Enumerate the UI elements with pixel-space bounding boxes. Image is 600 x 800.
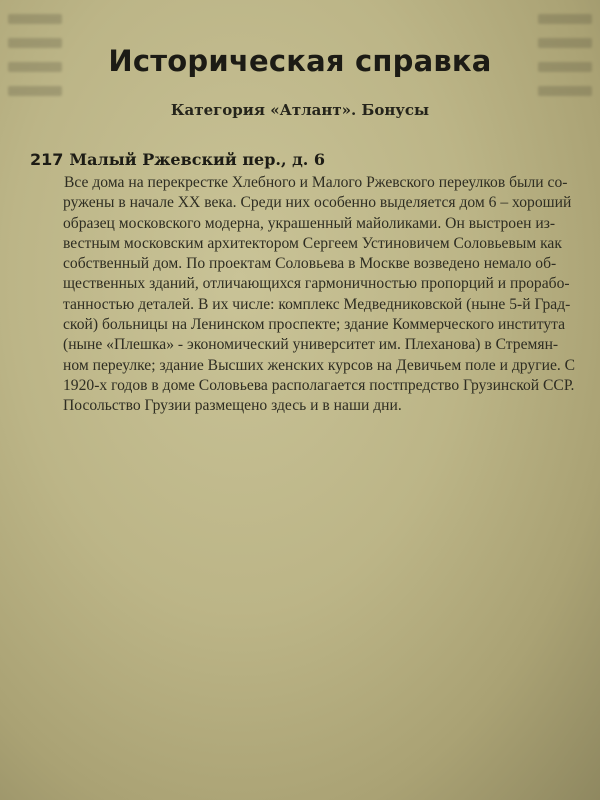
entry-body-line: Все дома на перекрестке Хлебного и Малого Ржевского переулков были со- (64, 174, 568, 191)
entry-body-line: ружены в начале XX века. Среди них особенно выделяется дом 6 – хороший (63, 194, 572, 212)
entry-body-line: танностью деталей. В их числе: комплекс Медведниковской (ныне 5-й Град- (63, 295, 571, 313)
entry-body-line: вестным московским архитектором Сергеем Устиновичем Соловьевым как (63, 234, 562, 252)
entry-body-line: образец московского модерна, украшенный майоликами. Он выстроен из- (63, 214, 556, 232)
entry-body-line: собственный дом. По проектам Соловьева в Москве возведено немало об- (63, 255, 557, 273)
page-title: Историческая справка (108, 44, 492, 78)
entry-body (63, 173, 578, 417)
entry-name: Малый Ржевский пер., д. 6 (69, 150, 326, 169)
entry-body-line: Посольство Грузии размещено здесь и в наши дни. (63, 397, 402, 415)
entry-number: 217 (30, 150, 64, 169)
entry-heading (30, 150, 578, 169)
page-subtitle: Категория «Атлант». Бонусы (170, 101, 430, 119)
entry (30, 150, 578, 417)
entry-body-line: 1920-х годов в доме Соловьева располагается постпредство Грузинской ССР. (63, 376, 575, 394)
entry-body-line: ном переулке; здание Высших женских курсов на Девичьем поле и другие. С (63, 356, 576, 374)
entry-body-line: ской) больницы на Ленинском проспекте; здание Коммерческого института (63, 316, 566, 334)
entry-body-line: (ныне «Плешка» - экономический университет им. Плеханова) в Стремян- (63, 336, 559, 354)
entry-body-line: щественных зданий, отличающихся гармоничностью пропорций и прорабо- (63, 275, 570, 293)
